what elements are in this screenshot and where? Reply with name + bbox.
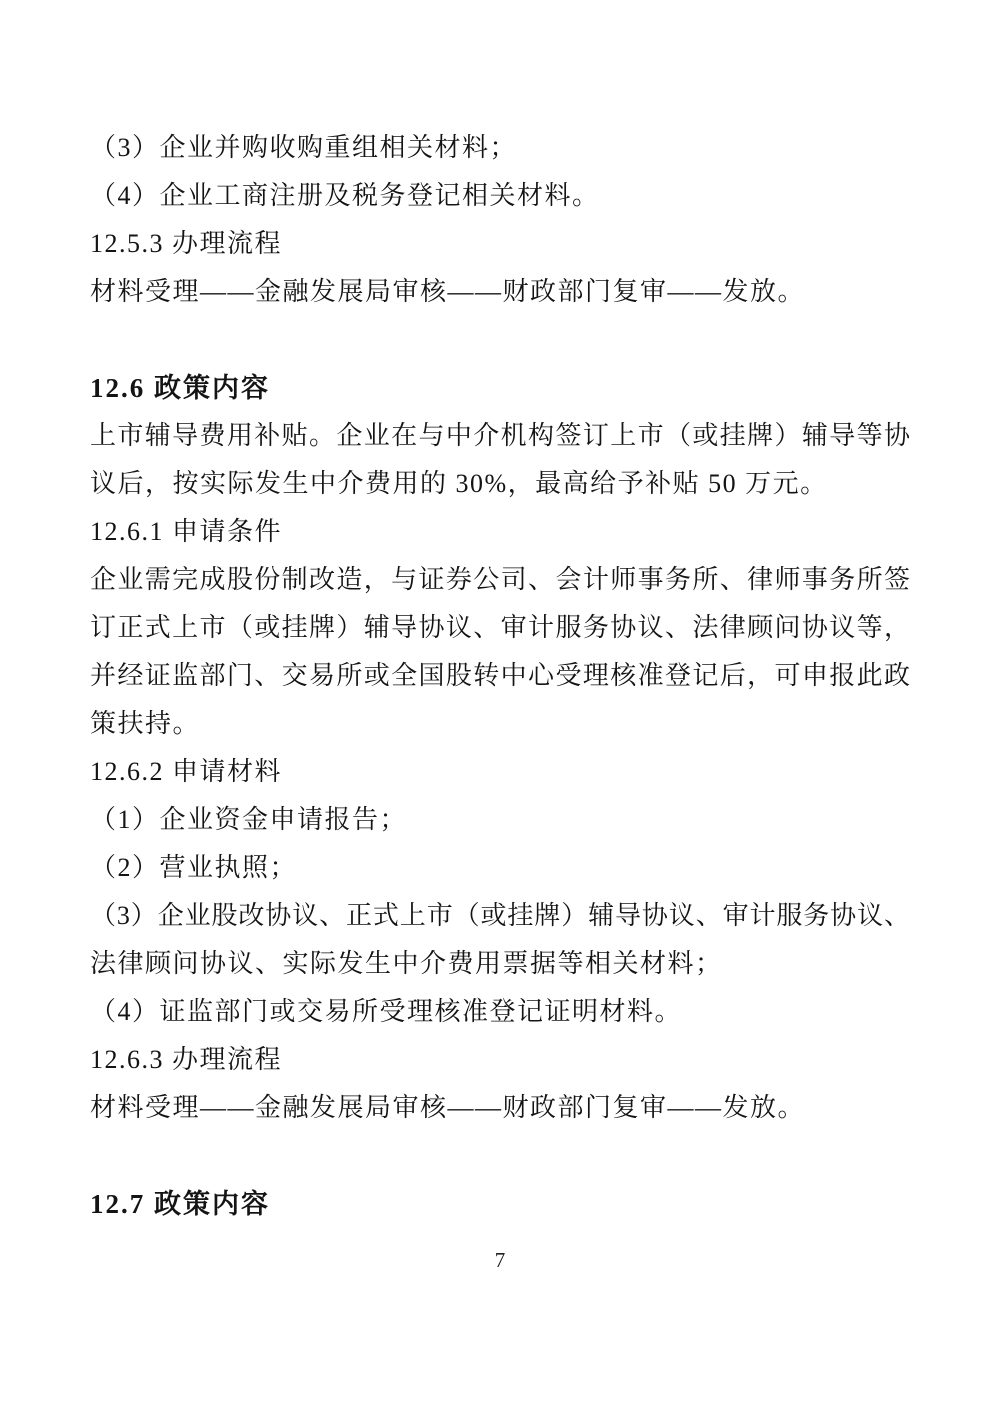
subsection-heading: 12.5.3 办理流程 <box>90 229 283 258</box>
paragraph-line: 策扶持。 <box>90 709 201 738</box>
blank-line <box>90 1132 910 1180</box>
section-heading: 12.6 政策内容 <box>90 373 270 403</box>
list-item: （2）营业执照； <box>90 853 298 882</box>
list-item: （3）企业股改协议、正式上市（或挂牌）辅导协议、审计服务协议、 <box>90 901 910 930</box>
subsection-heading: 12.6.3 办理流程 <box>90 1045 283 1074</box>
list-item-continuation: 法律顾问协议、实际发生中介费用票据等相关材料； <box>90 949 723 978</box>
list-item: （3）企业并购收购重组相关材料； <box>90 133 518 162</box>
paragraph-line: 议后，按实际发生中介费用的 30%，最高给予补贴 50 万元。 <box>90 469 828 498</box>
list-item: （1）企业资金申请报告； <box>90 805 408 834</box>
process-flow-text: 材料受理——金融发展局审核——财政部门复审——发放。 <box>90 1093 806 1122</box>
paragraph-line: 上市辅导费用补贴。企业在与中介机构签订上市（或挂牌）辅导等协 <box>90 421 910 450</box>
page-number: 7 <box>494 1248 506 1272</box>
subsection-heading: 12.6.2 申请材料 <box>90 757 283 786</box>
section-heading: 12.7 政策内容 <box>90 1189 270 1219</box>
paragraph-line: 并经证监部门、交易所或全国股转中心受理核准登记后，可申报此政 <box>90 661 910 690</box>
process-flow-text: 材料受理——金融发展局审核——财政部门复审——发放。 <box>90 277 806 306</box>
subsection-heading: 12.6.1 申请条件 <box>90 517 283 546</box>
paragraph-line: 企业需完成股份制改造，与证券公司、会计师事务所、律师事务所签 <box>90 565 910 594</box>
list-item: （4）企业工商注册及税务登记相关材料。 <box>90 181 600 210</box>
document-body <box>90 124 910 1228</box>
paragraph-line: 订正式上市（或挂牌）辅导协议、审计服务协议、法律顾问协议等， <box>90 613 910 642</box>
blank-line <box>90 316 910 364</box>
list-item: （4）证监部门或交易所受理核准登记证明材料。 <box>90 997 683 1026</box>
